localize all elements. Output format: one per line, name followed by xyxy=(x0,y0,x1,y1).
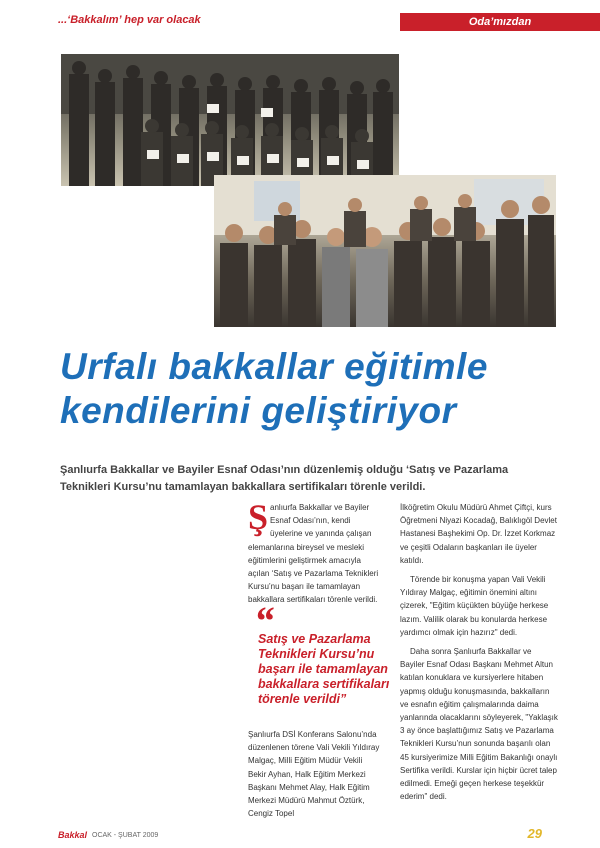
article-paragraph-text: anlıurfa Bakkallar ve Bayiler Esnaf Odası’nın, kendi üyelerine ve yanında çalışan elemanlarına bireysel ve mesleki eğitimlerini geliştirmek amacıyla açılan ‘Satış ve Pazarlama Teknikleri Kursu’nu başarı ile tamamlayan bakkallara sertifikaları törenle verildi. xyxy=(248,503,379,605)
top-ceremony-photo xyxy=(61,54,399,186)
article-paragraph: Törende bir konuşma yapan Vali Vekili Yıldıray Malgaç, eğitimin önemini altını çizerek, "Eğitim küçükten büyüğe herkese lazım. Valilik olarak bu konularda herkese yardımcı olmak için hazırız" dedi. xyxy=(400,575,549,637)
article-title: Urfalı bakkallar eğitimle kendilerini geliştiriyor xyxy=(60,346,488,431)
article-column-left-top xyxy=(248,497,380,613)
article-column-right xyxy=(400,501,558,809)
page-number: 29 xyxy=(527,826,542,841)
issue-date: OCAK - ŞUBAT 2009 xyxy=(92,832,159,839)
magazine-logo: Bakkal xyxy=(58,830,88,840)
article-paragraph: Şanlıurfa DSİ Konferans Salonu’nda düzenlenen törene Vali Vekili Yıldıray Malgaç, Milli Eğitim Müdür Vekili Bekir Ayhan, Halk Eğitim Merkezi Başkanı Mehmet Alay, Halk Eğitim Merkezi Müdürü Mahmut Öztürk, Cengiz Topel xyxy=(248,730,380,819)
pull-quote: Satış ve Pazarlama Teknikleri Kursu’nu başarı ile tamamlayan bakkallara sertifikaları törenle verildi” xyxy=(258,632,390,706)
article-column-left-bottom xyxy=(248,728,380,826)
article-paragraph: Daha sonra Şanlıurfa Bakkallar ve Bayiler Esnaf Odası Başkanı Mehmet Altun katılan konuklara ve kursiyerlere hitaben yapmış olduğu konuşmasında, bakkalların ve esnafın eğitim çalışmalarında daima yanlarında olacaklarını söyleyerek, "Yaklaşık 3 ay önce başlattığımız Satış ve Pazarlama Teknikleri Kursu’nun sonunda başarılı olan 45 kursiyerimize Milli Eğitim Bakanlığı onaylı Sertifika verildi. Kurslar için hiçbir ücret talep edilmedi. Emeği geçen herkese teşekkür ederim" dedi. xyxy=(400,647,558,802)
top-photo-illustration xyxy=(61,54,399,186)
drop-cap: Ş xyxy=(248,497,269,537)
section-tag: Oda’mızdan xyxy=(400,13,600,31)
bottom-ceremony-photo xyxy=(214,175,556,327)
bottom-photo-illustration xyxy=(214,175,556,327)
running-title: ...‘Bakkalım’ hep var olacak xyxy=(58,14,201,26)
article-paragraph xyxy=(248,497,380,607)
article-lead: Şanlıurfa Bakkallar ve Bayiler Esnaf Odası’nın düzenlemiş olduğu ‘Satış ve Pazarlama Teknikleri Kursu’nu tamamlayan bakkallara sertifikaları törenle verildi. xyxy=(60,464,509,493)
article-paragraph: İlköğretim Okulu Müdürü Ahmet Çiftçi, kurs Öğretmeni Niyazi Kocadağ, Balıklıgöl Devlet Hastanesi Başhekimi Op. Dr. İzzet Korkmaz ve çeşitli Odaların başkanları ile üyeler katıldı. xyxy=(400,503,557,565)
quote-mark: “ xyxy=(254,598,274,643)
